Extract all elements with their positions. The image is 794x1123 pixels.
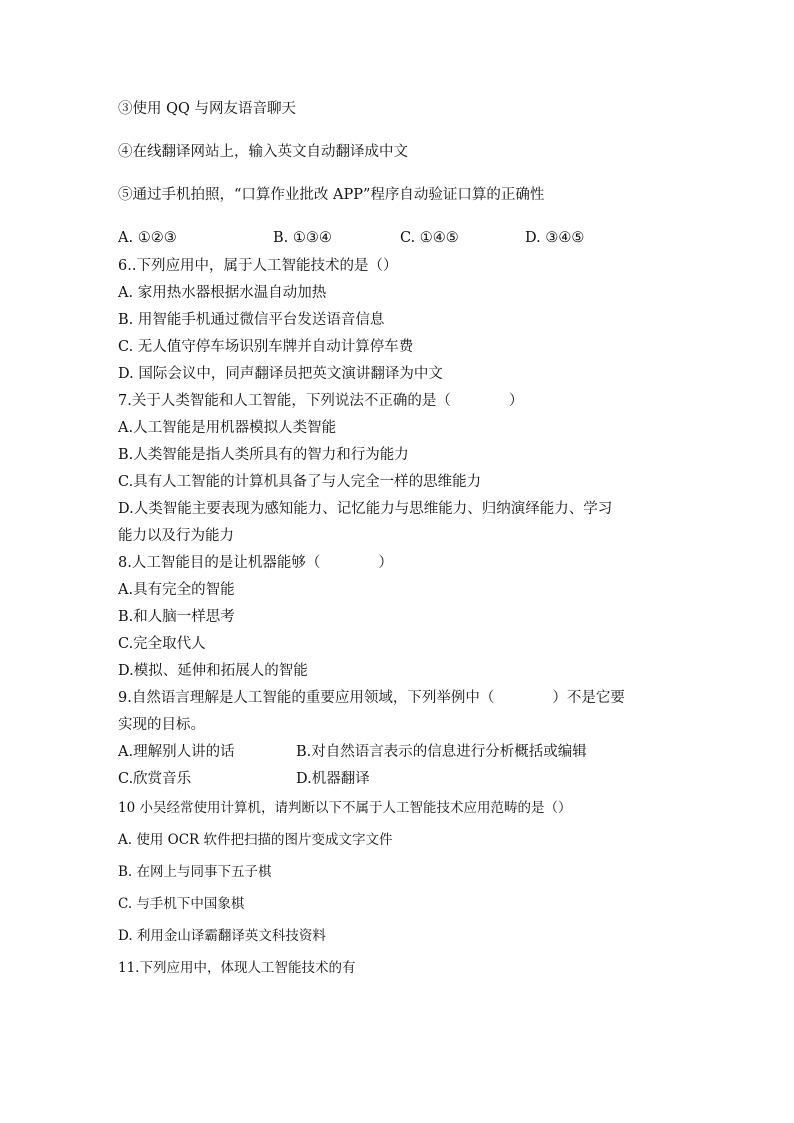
q6-option-b: B. 用智能手机通过微信平台发送语音信息 [118,312,385,328]
q9-option-b: B.对自然语言表示的信息进行分析概括或编辑 [296,744,587,760]
item-3-qq-voice-chat: ③使用 QQ 与网友语音聊天 [118,101,296,117]
q7-option-c: C.具有人工智能的计算机具备了与人完全一样的思维能力 [118,474,482,490]
q7-option-d-line1: D.人类智能主要表现为感知能力、记忆能力与思维能力、归纳演绎能力、学习 [118,501,613,517]
q6-option-a: A. 家用热水器根据水温自动加热 [118,285,327,301]
q9-option-d: D.机器翻译 [296,771,370,787]
q5-option-b: B. ①③④ [273,230,332,246]
q8-option-d: D.模拟、延伸和拓展人的智能 [118,663,308,679]
q10-option-c: C. 与手机下中国象棋 [118,896,245,912]
q8-stem: 8.人工智能目的是让机器能够（ ） [118,555,393,571]
item-5-photo-grading-app: ⑤通过手机拍照，“口算作业批改 APP”程序自动验证口算的正确性 [118,187,545,203]
q10-option-a: A. 使用 OCR 软件把扫描的图片变成文字文件 [118,832,393,848]
q5-option-c: C. ①④⑤ [400,230,459,246]
q7-option-b: B.人类智能是指人类所具有的智力和行为能力 [118,447,409,463]
q6-option-d: D. 国际会议中，同声翻译员把英文演讲翻译为中文 [118,366,443,382]
q9-option-c: C.欣赏音乐 [118,771,192,787]
q9-option-a: A.理解别人讲的话 [118,744,235,760]
q8-option-b: B.和人脑一样思考 [118,609,235,625]
q8-option-c: C.完全取代人 [118,636,206,652]
q10-stem: 10 小吴经常使用计算机，请判断以下不属于人工智能技术应用范畴的是（） [118,800,572,816]
q9-stem-line2: 实现的目标。 [118,717,205,733]
q5-option-a: A. ①②③ [118,230,177,246]
q6-option-c: C. 无人值守停车场识别车牌并自动计算停车费 [118,339,414,355]
q5-option-d: D. ③④⑤ [525,230,585,246]
q9-stem-line1: 9.自然语言理解是人工智能的重要应用领域，下列举例中（ ）不是它要 [118,690,625,706]
q7-option-a: A.人工智能是用机器模拟人类智能 [118,420,337,436]
q8-option-a: A.具有完全的智能 [118,582,235,598]
q10-option-d: D. 利用金山译霸翻译英文科技资料 [118,928,326,944]
q10-option-b: B. 在网上与同事下五子棋 [118,864,272,880]
q7-stem: 7.关于人类智能和人工智能，下列说法不正确的是（ ） [118,393,524,409]
q7-option-d-line2: 能力以及行为能力 [118,528,234,544]
item-4-online-translation: ④在线翻译网站上，输入英文自动翻译成中文 [118,144,408,160]
q6-stem: 6..下列应用中，属于人工智能技术的是（） [118,258,398,274]
q11-stem: 11.下列应用中，体现人工智能技术的有 [118,960,356,976]
